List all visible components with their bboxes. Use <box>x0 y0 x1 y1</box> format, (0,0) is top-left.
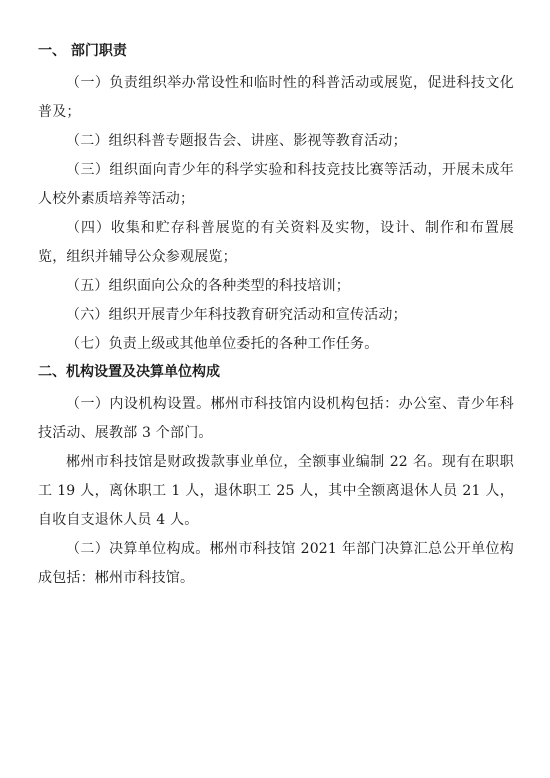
responsibility-item-2: （二）组织科普专题报告会、讲座、影视等教育活动； <box>66 133 407 149</box>
section-heading-responsibilities: 一、 部门职责 <box>38 43 127 59</box>
organization-paragraph-1: （一）内设机构设置。郴州市科技馆内设机构包括：办公室、青少年科技活动、展教部 3 个部门。 <box>38 396 514 441</box>
responsibility-item-7: （七）负责上级或其他单位委托的各种工作任务。 <box>66 336 379 352</box>
responsibility-item-5: （五）组织面向公众的各种类型的科技培训； <box>66 278 350 294</box>
responsibility-item-1: （一）负责组织举办常设性和临时性的科普活动或展览，促进科技文化普及； <box>38 75 514 120</box>
responsibility-item-4: （四）收集和贮存科普展览的有关资料及实物，设计、制作和布置展览，组织并辅导公众参观展览； <box>38 220 514 265</box>
section-heading-organization: 二、机构设置及决算单位构成 <box>38 364 220 380</box>
organization-paragraph-2: 郴州市科技馆是财政拨款事业单位，全额事业编制 22 名。现有在职职工 19 人，离休职工 1 人，退休职工 25 人，其中全额离退休人员 21 人，自收自支退休人员 4 人。 <box>38 454 514 528</box>
document-page <box>38 36 514 593</box>
organization-paragraph-3: （二）决算单位构成。郴州市科技馆 2021 年部门决算汇总公开单位构成包括：郴州市科技馆。 <box>38 541 514 586</box>
responsibility-item-3: （三）组织面向青少年的科学实验和科技竞技比赛等活动，开展未成年人校外素质培养等活动； <box>38 162 514 207</box>
responsibility-item-6: （六）组织开展青少年科技教育研究活动和宣传活动； <box>66 307 407 323</box>
